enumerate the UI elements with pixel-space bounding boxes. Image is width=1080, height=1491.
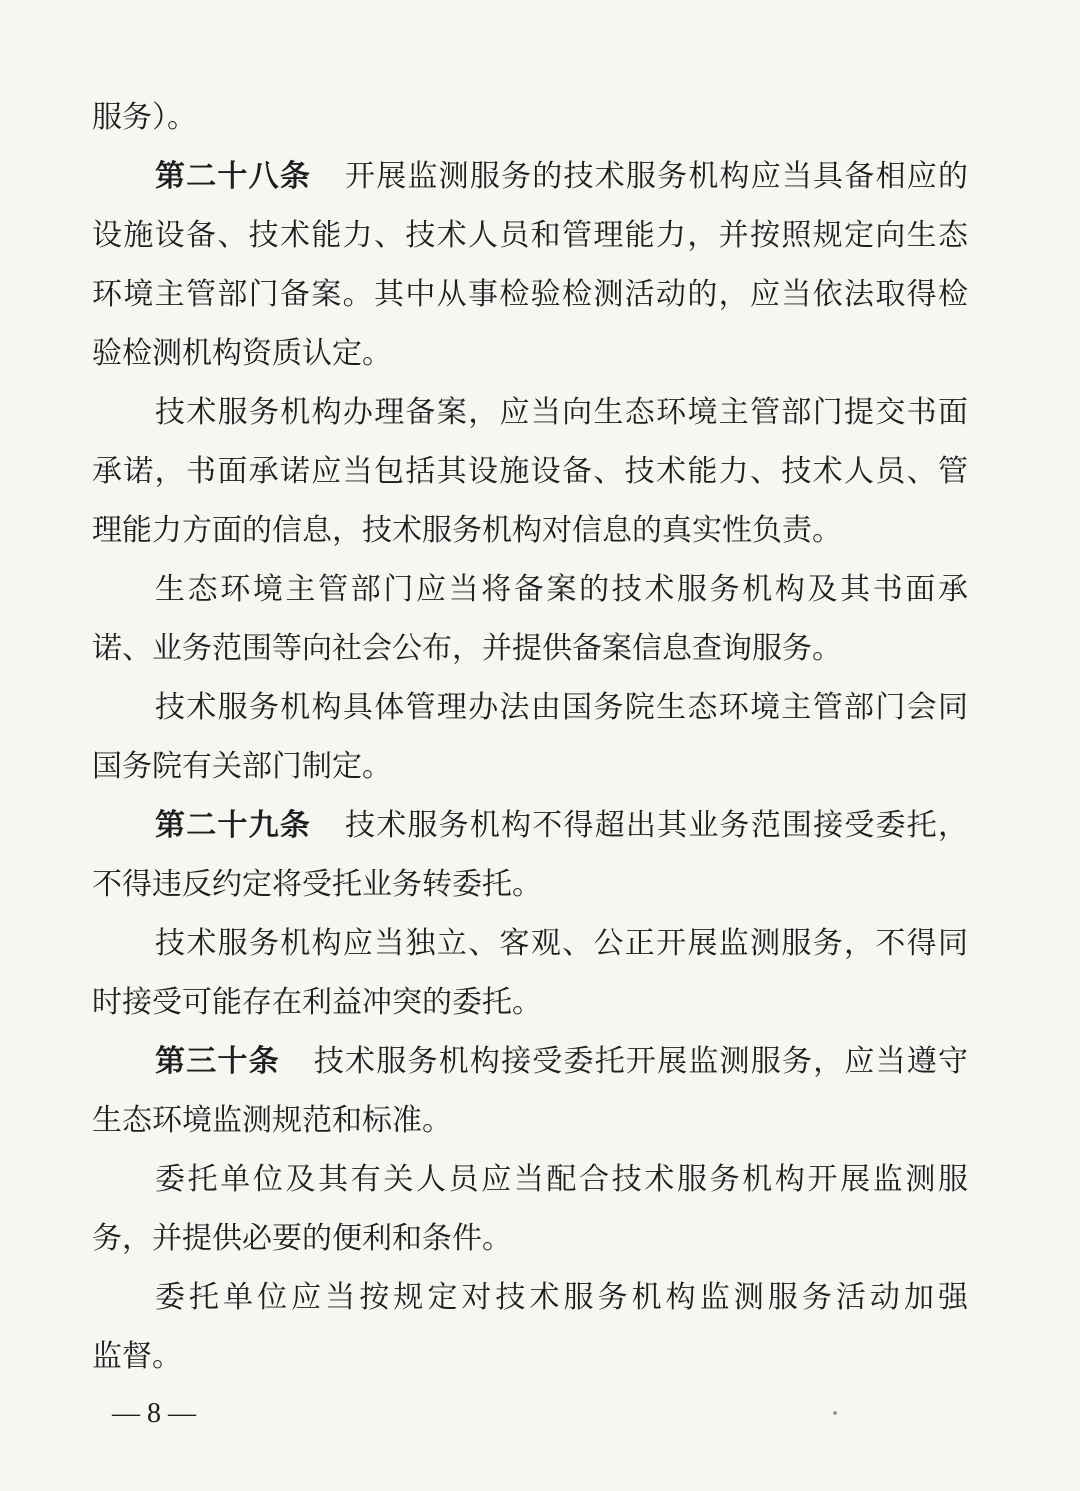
article-heading: 第二十九条 (155, 808, 312, 843)
article-30-line: 第三十条 技术服务机构接受委托开展监测服务，应当遵守 (155, 1044, 969, 1079)
text-line: 时接受可能存在利益冲突的委托。 (92, 985, 542, 1020)
text-line: 承诺，书面承诺应当包括其设施设备、技术能力、技术人员、管 (92, 454, 968, 489)
text-line: 诺、业务范围等向社会公布，并提供备案信息查询服务。 (92, 631, 842, 666)
paragraph-start-line: 技术服务机构具体管理办法由国务院生态环境主管部门会同 (155, 690, 968, 725)
paragraph-start-line: 委托单位应当按规定对技术服务机构监测服务活动加强 (155, 1280, 968, 1315)
paragraph-start-line: 技术服务机构办理备案，应当向生态环境主管部门提交书面 (155, 395, 968, 430)
text-line: 设施设备、技术能力、技术人员和管理能力，并按照规定向生态 (92, 218, 968, 253)
text-line: 环境主管部门备案。其中从事检验检测活动的，应当依法取得检 (92, 277, 968, 312)
text-line: 监督。 (92, 1339, 182, 1374)
text-line: 务，并提供必要的便利和条件。 (92, 1221, 512, 1256)
text-line: 生态环境监测规范和标准。 (92, 1103, 452, 1138)
article-heading: 第三十条 (155, 1044, 280, 1079)
article-heading: 第二十八条 (155, 159, 312, 194)
text-line: 服务）。 (92, 100, 197, 135)
scan-speck (833, 1411, 837, 1415)
article-28-line: 第二十八条 开展监测服务的技术服务机构应当具备相应的 (155, 159, 969, 194)
paragraph-start-line: 委托单位及其有关人员应当配合技术服务机构开展监测服 (155, 1162, 968, 1197)
text-line: 国务院有关部门制定。 (92, 749, 392, 784)
paragraph-start-line: 技术服务机构应当独立、客观、公正开展监测服务，不得同 (155, 926, 968, 961)
text-line: 验检测机构资质认定。 (92, 336, 392, 371)
page-number: — 8 — (112, 1398, 196, 1429)
text-line: 理能力方面的信息，技术服务机构对信息的真实性负责。 (92, 513, 842, 548)
paragraph-start-line: 生态环境主管部门应当将备案的技术服务机构及其书面承 (155, 572, 968, 607)
text-line: 不得违反约定将受托业务转委托。 (92, 867, 542, 902)
article-29-line: 第二十九条 技术服务机构不得超出其业务范围接受委托， (155, 808, 969, 843)
